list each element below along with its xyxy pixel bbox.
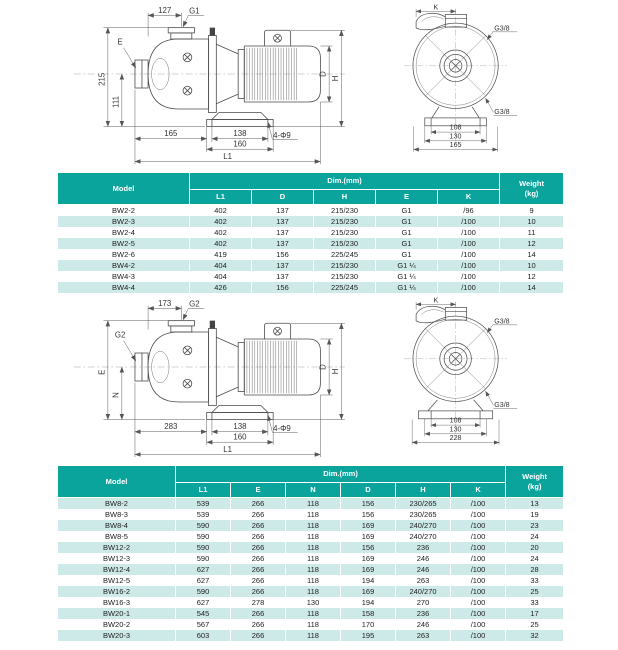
value-cell: 137 [252,216,314,227]
value-cell: 156 [341,498,396,510]
value-cell: 195 [341,630,396,641]
value-cell: /100 [451,542,506,553]
dim-label-holes-span-2: 138 [233,422,247,432]
value-cell: /100 [451,575,506,586]
value-cell: 404 [190,260,252,271]
value-cell: 194 [341,597,396,608]
model-cell: BW8-5 [58,531,176,542]
value-cell: 19 [506,509,564,520]
value-cell: 240/270 [396,531,451,542]
dim-label-holes-span-1: 138 [233,129,247,139]
value-cell: 266 [231,520,286,531]
table-row [58,597,564,608]
model-cell: BW2-4 [58,227,190,238]
holes-label-2: 4-Φ9 [273,423,291,433]
weight-label-line1: Weight [519,179,544,189]
dim-label-base-front-view-1: 165 [449,141,462,150]
dim-label-height-total-1: 215 [97,72,107,86]
col-header-h: H [314,190,376,205]
col-header-l1: L1 [190,190,252,205]
table-row [58,619,564,630]
model-cell: BW20-1 [58,608,176,619]
pump-outline [74,28,345,127]
value-cell: 263 [396,575,451,586]
model-cell: BW8-3 [58,509,176,520]
value-cell: 118 [286,498,341,510]
model-cell: BW12-5 [58,575,176,586]
table-row [58,216,564,227]
value-cell: 14 [500,282,564,293]
value-cell: /96 [438,205,500,217]
value-cell: 215/230 [314,238,376,249]
value-cell: 25 [506,619,564,630]
value-cell: 590 [176,553,231,564]
value-cell: 118 [286,520,341,531]
value-cell: 137 [252,205,314,217]
dim-label-plate-front-1: 130 [449,132,462,141]
model-cell: BW2-5 [58,238,190,249]
value-cell: 156 [252,282,314,293]
dim-label-length-1: L1 [223,151,233,161]
spec-table-bw2-bw4 [57,172,564,293]
value-cell: 246 [396,564,451,575]
value-cell: G1 ¼ [376,260,438,271]
value-cell: 118 [286,575,341,586]
value-cell: 266 [231,575,286,586]
dim-label-dia-2: D [318,364,328,370]
value-cell: G1 [376,227,438,238]
pump-front-view-1-diagram [379,4,529,156]
dim-label-top-width-1: 127 [158,5,172,15]
table-row [58,608,564,619]
pump-side-view-1-diagram [58,4,351,172]
table-row [58,227,564,238]
value-cell: 118 [286,586,341,597]
pump-front-view-2-diagram [379,297,529,449]
value-cell: 404 [190,271,252,282]
value-cell: 402 [190,227,252,238]
value-cell: 118 [286,542,341,553]
value-cell: 402 [190,205,252,217]
dim-label-holes-front-1: 108 [449,123,462,132]
value-cell: 419 [190,249,252,260]
table-row [58,564,564,575]
value-cell: /100 [451,608,506,619]
value-cell: 545 [176,608,231,619]
value-cell: 13 [506,498,564,510]
value-cell: 240/270 [396,586,451,597]
value-cell: /100 [438,282,500,293]
model-cell: BW2-3 [58,216,190,227]
value-cell: 17 [506,608,564,619]
value-cell: 137 [252,227,314,238]
inlet-label-2: G2 [114,330,126,340]
value-cell: 266 [231,608,286,619]
dimension-lines [97,6,345,164]
value-cell: G1 [376,216,438,227]
col-header-d: D [252,190,314,205]
value-cell: 24 [506,531,564,542]
value-cell: 118 [286,630,341,641]
weight-label-line2: (kg) [527,481,542,491]
dim-label-height-center-1: 111 [111,96,121,108]
model-cell: BW2-6 [58,249,190,260]
model-cell: BW8-2 [58,498,176,510]
port-label-top-1: G1 [189,6,200,16]
col-header-n: N [286,483,341,498]
value-cell: 225/245 [314,249,376,260]
col-header-k: K [438,190,500,205]
weight-label-line1: Weight [522,472,547,482]
value-cell: 266 [231,542,286,553]
value-cell: 236 [396,608,451,619]
value-cell: 225/245 [314,282,376,293]
value-cell: /100 [451,586,506,597]
dim-label-plate-front-2: 130 [449,425,462,434]
value-cell: 266 [231,586,286,597]
value-cell: 14 [500,249,564,260]
value-cell: /100 [438,249,500,260]
value-cell: 118 [286,531,341,542]
value-cell: 215/230 [314,260,376,271]
model-cell: BW12-4 [58,564,176,575]
table-row [58,542,564,553]
dim-label-length-2: L1 [223,444,233,454]
value-cell: 32 [506,630,564,641]
dim-label-base-front-1: 165 [164,129,178,139]
col-header-e: E [376,190,438,205]
value-cell: 590 [176,531,231,542]
value-cell: 118 [286,509,341,520]
value-cell: 266 [231,509,286,520]
value-cell: G1 ¼ [376,282,438,293]
table-row [58,520,564,531]
dim-label-height-2: H [330,368,340,375]
value-cell: 170 [341,619,396,630]
table-row [58,553,564,564]
value-cell: 266 [231,564,286,575]
value-cell: 266 [231,630,286,641]
value-cell: 9 [500,205,564,217]
value-cell: 266 [231,553,286,564]
dim-label-offset-1: K [433,4,439,12]
value-cell: 23 [506,520,564,531]
value-cell: G1 [376,205,438,217]
table-row [58,586,564,597]
value-cell: /100 [438,216,500,227]
weight-label-line2: (kg) [524,188,539,198]
dim-label-holes-front-2: 108 [449,416,462,425]
value-cell: 539 [176,509,231,520]
table-row [58,498,564,510]
value-cell: 240/270 [396,520,451,531]
value-cell: 266 [231,619,286,630]
model-cell: BW4-4 [58,282,190,293]
model-cell: BW2-2 [58,205,190,217]
col-header-k: K [451,483,506,498]
table-row [58,238,564,249]
pump-diagram-row-1 [0,4,618,172]
col-header-dim-group: Dim.(mm) [190,173,500,190]
value-cell: 10 [500,216,564,227]
dimension-lines [412,297,517,445]
port-label-top-2: G2 [189,299,200,309]
value-cell: 28 [506,564,564,575]
dim-label-offset-2: K [433,297,439,305]
value-cell: 263 [396,630,451,641]
value-cell: 246 [396,553,451,564]
value-cell: /100 [438,238,500,249]
col-header-l1: L1 [176,483,231,498]
model-cell: BW12-3 [58,553,176,564]
value-cell: /100 [451,564,506,575]
value-cell: 169 [341,531,396,542]
dim-label-height-1: H [330,75,340,82]
col-header-weight [506,466,564,498]
value-cell: 12 [500,271,564,282]
value-cell: 24 [506,553,564,564]
value-cell: 156 [252,249,314,260]
table-row [58,630,564,641]
model-cell: BW20-2 [58,619,176,630]
col-header-e: E [231,483,286,498]
model-cell: BW8-4 [58,520,176,531]
value-cell: 567 [176,619,231,630]
table-row [58,282,564,293]
value-cell: /100 [438,271,500,282]
value-cell: 230/265 [396,509,451,520]
model-cell: BW4-3 [58,271,190,282]
value-cell: 12 [500,238,564,249]
value-cell: 169 [341,586,396,597]
value-cell: 158 [341,608,396,619]
value-cell: 278 [231,597,286,608]
value-cell: 10 [500,260,564,271]
dim-label-top-width-2: 173 [158,298,172,308]
inlet-label-1: E [117,37,123,47]
value-cell: 118 [286,619,341,630]
value-cell: 402 [190,216,252,227]
model-cell: BW16-2 [58,586,176,597]
value-cell: 215/230 [314,205,376,217]
value-cell: 402 [190,238,252,249]
value-cell: 627 [176,564,231,575]
value-cell: /100 [451,531,506,542]
table-row [58,249,564,260]
spec-table-bw8-bw20 [57,465,564,641]
port-label-bottom-front-2: G3/8 [494,400,510,409]
value-cell: /100 [451,630,506,641]
table-row [58,260,564,271]
value-cell: 230/265 [396,498,451,510]
table-row [58,271,564,282]
value-cell: 33 [506,575,564,586]
value-cell: 137 [252,238,314,249]
value-cell: 118 [286,564,341,575]
table-row [58,531,564,542]
value-cell: 215/230 [314,227,376,238]
table-row [58,509,564,520]
col-header-h: H [396,483,451,498]
value-cell: 215/230 [314,216,376,227]
value-cell: 270 [396,597,451,608]
port-label-top-front-1: G3/8 [494,24,510,33]
value-cell: 266 [231,531,286,542]
value-cell: 426 [190,282,252,293]
value-cell: 33 [506,597,564,608]
value-cell: 169 [341,564,396,575]
model-cell: BW20-3 [58,630,176,641]
value-cell: 590 [176,520,231,531]
col-header-weight [500,173,564,205]
value-cell: /100 [451,498,506,510]
dim-label-base-front-2: 283 [164,422,178,432]
value-cell: 169 [341,520,396,531]
value-cell: 118 [286,608,341,619]
value-cell: /100 [438,260,500,271]
dim-label-height-center-2: N [111,392,121,398]
dim-label-plate-1: 160 [233,139,247,149]
col-header-model: Model [58,466,176,498]
value-cell: 156 [341,542,396,553]
value-cell: 25 [506,586,564,597]
value-cell: G1 ¼ [376,271,438,282]
value-cell: 215/230 [314,271,376,282]
value-cell: 20 [506,542,564,553]
value-cell: 266 [231,498,286,510]
value-cell: 236 [396,542,451,553]
value-cell: /100 [451,619,506,630]
dim-label-height-total-2: E [97,369,107,375]
value-cell: 194 [341,575,396,586]
value-cell: /100 [451,520,506,531]
col-header-dim-group: Dim.(mm) [176,466,506,483]
value-cell: 590 [176,542,231,553]
value-cell: 603 [176,630,231,641]
value-cell: /100 [451,553,506,564]
value-cell: G1 [376,249,438,260]
model-cell: BW16-3 [58,597,176,608]
col-header-d: D [341,483,396,498]
value-cell: G1 [376,238,438,249]
col-header-model: Model [58,173,190,205]
port-label-top-front-2: G3/8 [494,317,510,326]
dim-label-plate-2: 160 [233,432,247,442]
value-cell: 118 [286,553,341,564]
dim-label-dia-1: D [318,71,328,77]
value-cell: 627 [176,575,231,586]
model-cell: BW12-2 [58,542,176,553]
value-cell: 627 [176,597,231,608]
value-cell: 137 [252,271,314,282]
value-cell: 539 [176,498,231,510]
pump-diagram-row-2 [0,297,618,465]
holes-label-1: 4-Φ9 [273,130,291,140]
dimension-lines [97,299,345,457]
value-cell: 246 [396,619,451,630]
value-cell: 137 [252,260,314,271]
value-cell: 130 [286,597,341,608]
dim-label-base-front-view-2: 228 [449,434,462,443]
value-cell: 590 [176,586,231,597]
pump-side-view-2-diagram [58,297,351,465]
port-label-bottom-front-1: G3/8 [494,107,510,116]
value-cell: 11 [500,227,564,238]
value-cell: 156 [341,509,396,520]
value-cell: /100 [451,509,506,520]
table-row [58,205,564,217]
value-cell: /100 [438,227,500,238]
model-cell: BW4-2 [58,260,190,271]
value-cell: /100 [451,597,506,608]
table-row [58,575,564,586]
value-cell: 169 [341,553,396,564]
